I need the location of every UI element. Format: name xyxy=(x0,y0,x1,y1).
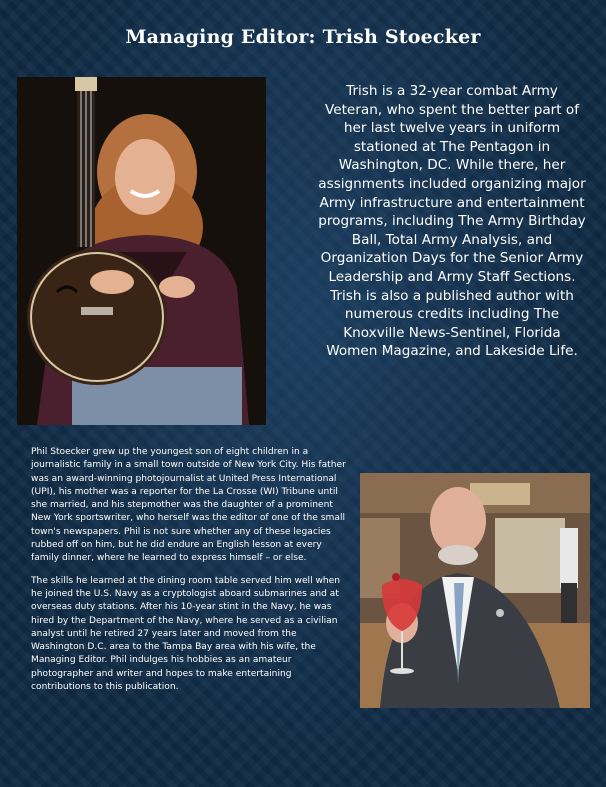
trish-bio: Trish is a 32-year combat Army Veteran, who spent the better part of her last twelve years in uniform stationed at The Pentagon in Washington, DC. While there, her assignments included organizing major Army infrastructure and entertainment programs, including The Army Birthday Ball, Total Army Analysis, and Organization Days for the Senior Army Leadership and Army Staff Sections. Trish is also a published author with numerous credits including The Knoxville News-Sentinel, Florida Women Magazine, and Lakeside Life. xyxy=(318,83,586,360)
trish-photo-illustration xyxy=(17,77,266,425)
phil-bio-paragraph-1: Phil Stoecker grew up the youngest son of eight children in a journalistic family in a small town outside of New York City. His father was an award-winning photojournalist at United Press International (UPI), his mother was a reporter for the La Crosse (WI) Tribune until she married, and his stepmother was the daughter of a prominent New York sportswriter, who herself was the editor of one of the small town's newspapers. Phil is not sure whether any of these legacies rubbed off on him, but he did endure an English lesson at every family dinner, where he learned to express himself – or else. xyxy=(31,447,346,564)
phil-bio xyxy=(31,446,347,703)
trish-photo xyxy=(17,77,266,425)
phil-photo xyxy=(360,473,590,708)
phil-photo-illustration xyxy=(360,473,590,708)
page-title: Managing Editor: Trish Stoecker xyxy=(125,26,481,48)
phil-bio-paragraph-2: The skills he learned at the dining room table served him well when he joined the U.S. Navy as a cryptologist aboard submarines and at overseas duty stations. After his 10-year stint in the Navy, he was hired by the Department of the Navy, where he served as a civilian analyst until he retired 27 years later and moved from the Washington D.C. area to the Tampa Bay area with his wife, the Managing Editor. Phil indulges his hobbies as an amateur photographer and writer and hopes to make entertaining contributions to this publication. xyxy=(31,575,341,693)
